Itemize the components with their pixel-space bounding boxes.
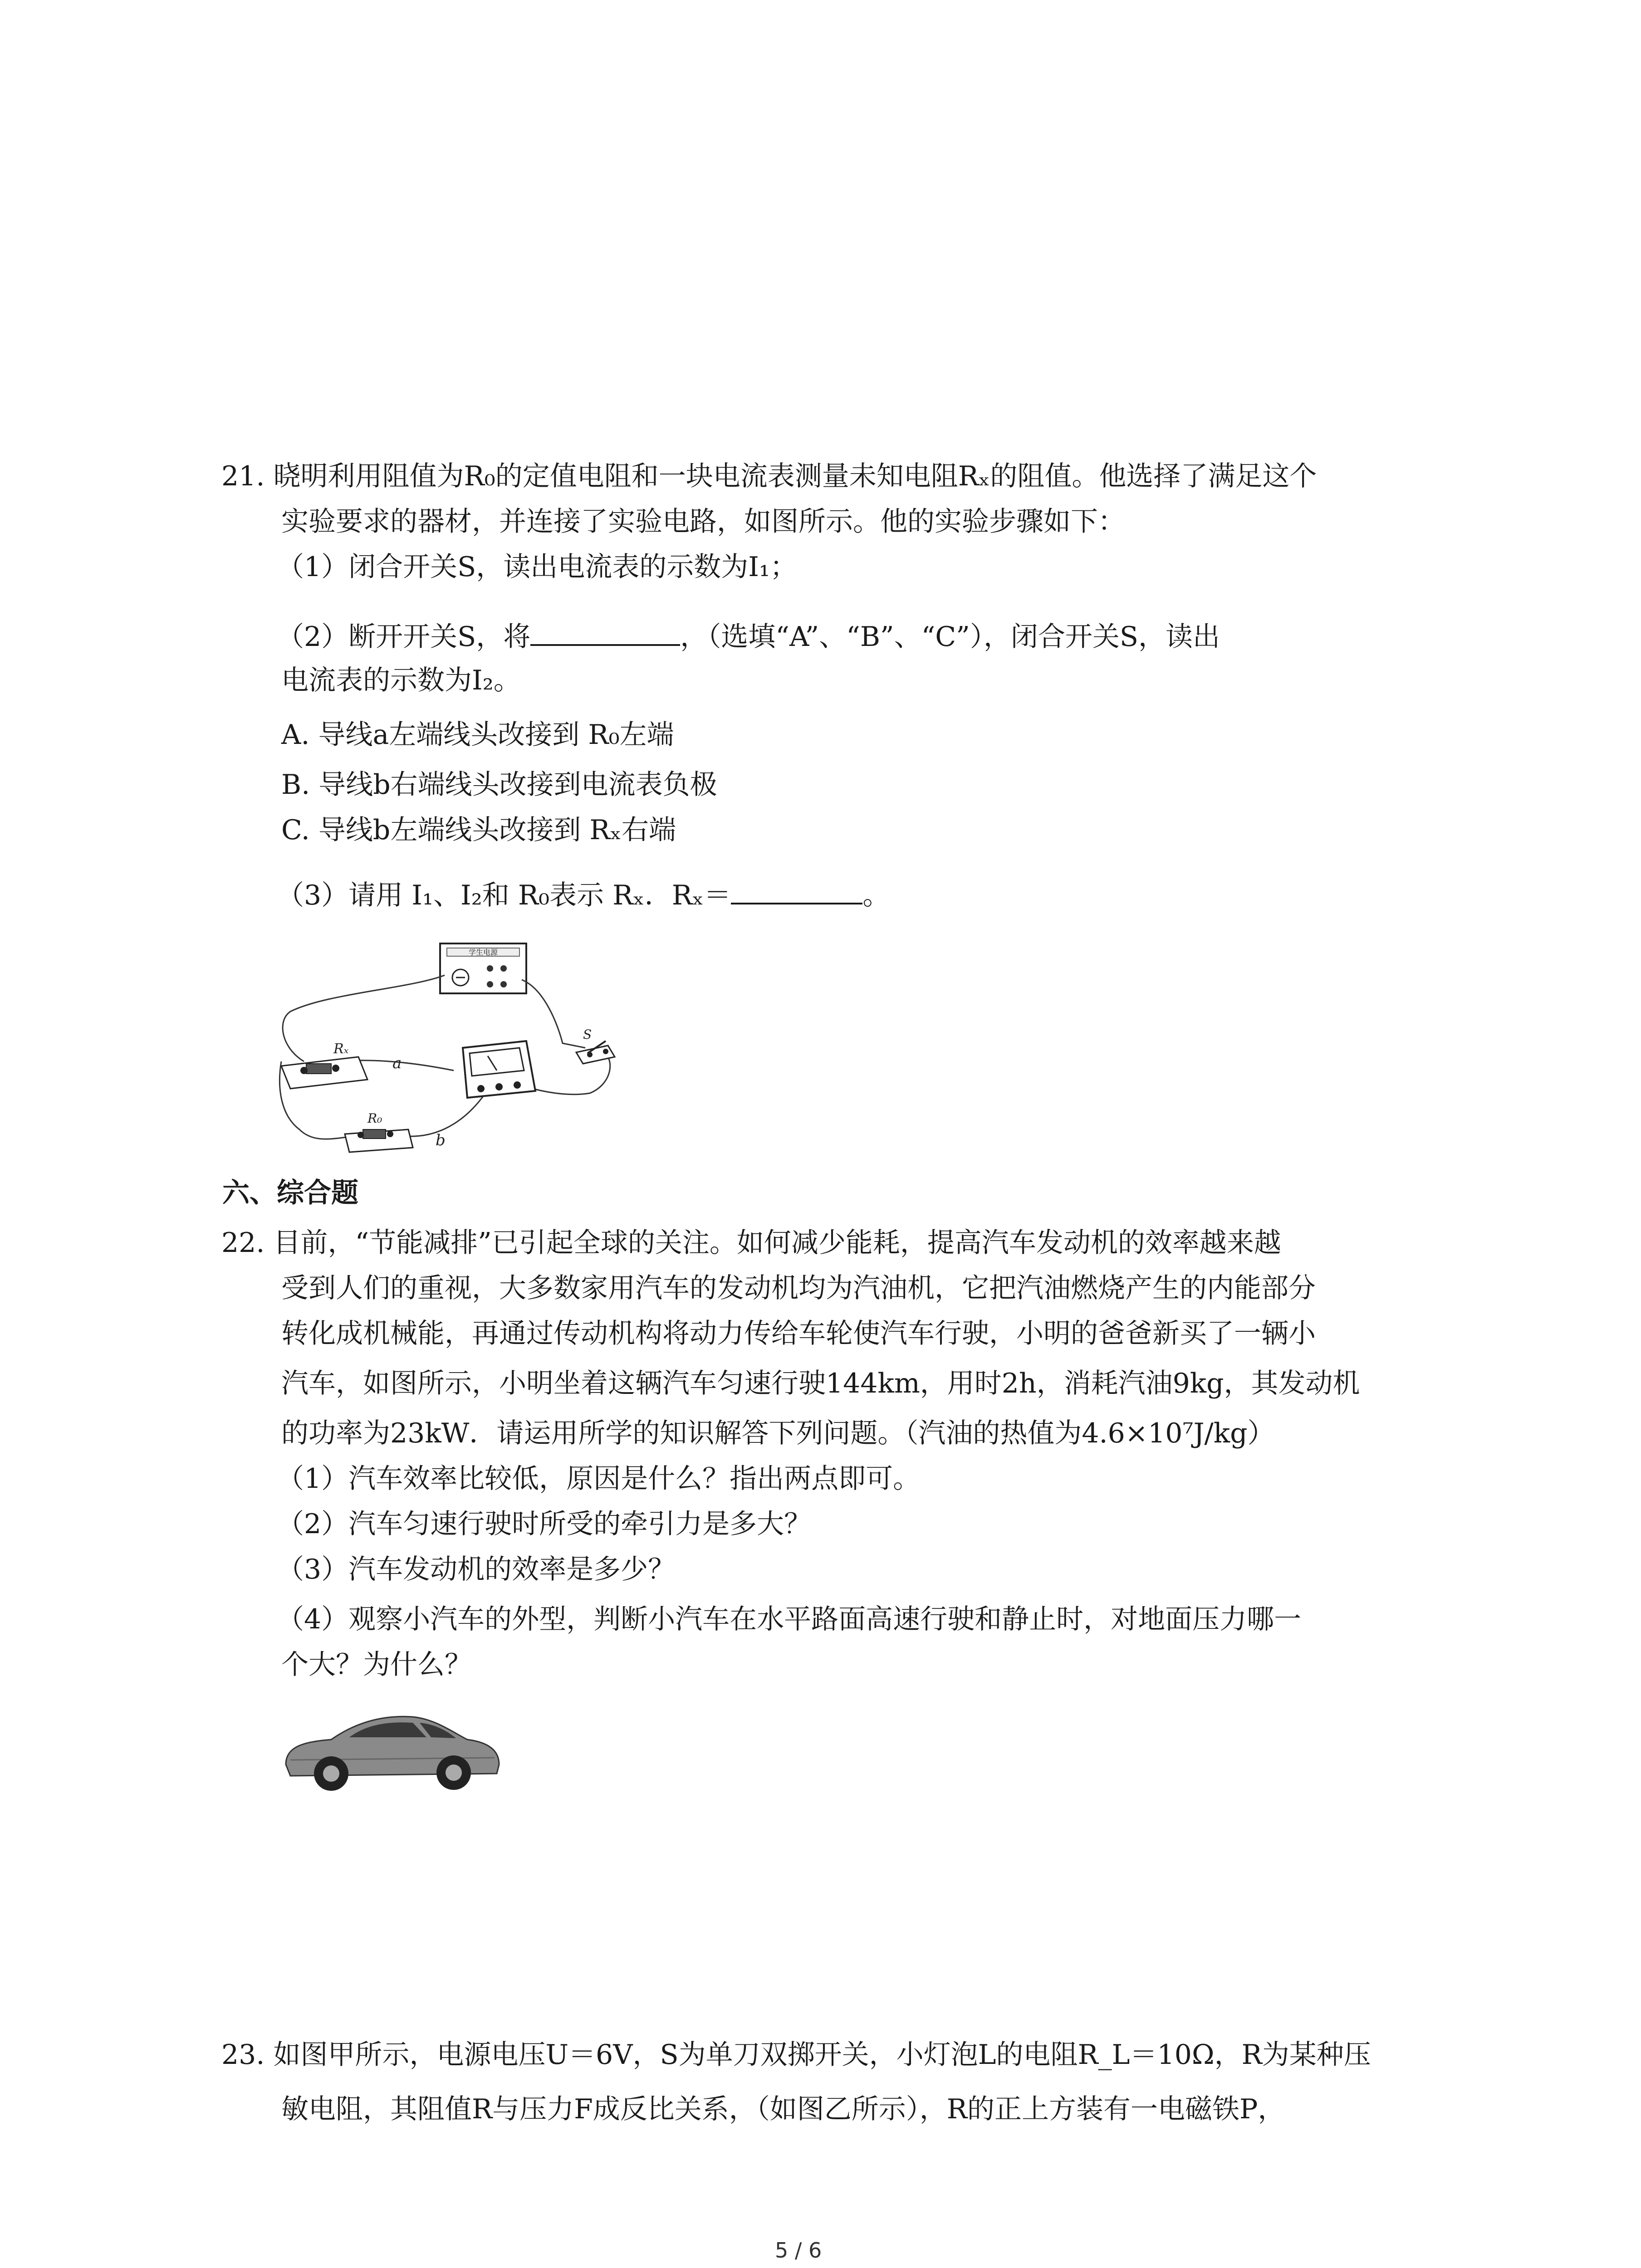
- q21-step1: （1）闭合开关S，读出电流表的示数为I₁；: [277, 551, 798, 583]
- q21-line2: 实验要求的器材，并连接了实验电路，如图所示。他的实验步骤如下：: [281, 506, 1125, 538]
- q22-sub4-line2: 个大？为什么？: [281, 1649, 472, 1681]
- rx-label: Rₓ: [333, 1041, 349, 1057]
- q22-line5: 的功率为23kW．请运用所学的知识解答下列问题。（汽油的热值为4.6×10⁷J/kg）: [281, 1418, 1275, 1449]
- wire-a-label: a: [392, 1054, 402, 1072]
- page-number: 5 / 6: [775, 2238, 822, 2263]
- q22-line3: 转化成机械能，再通过传动机构将动力传给车轮使汽车行驶，小明的爸爸新买了一辆小: [281, 1318, 1316, 1349]
- answer-blank-2[interactable]: [731, 875, 862, 904]
- q23-line1: 23. 如图甲所示，电源电压U＝6V，S为单刀双掷开关，小灯泡L的电阻R_L＝10Ω，R为某种压: [221, 2039, 1371, 2071]
- q22-sub4-line1: （4）观察小汽车的外型，判断小汽车在水平路面高速行驶和静止时，对地面压力哪一: [277, 1603, 1302, 1635]
- q21-step2-line2: 电流表的示数为I₂。: [281, 665, 521, 696]
- q22-line2: 受到人们的重视，大多数家用汽车的发动机均为汽油机，它把汽油燃烧产生的内能部分: [281, 1272, 1316, 1304]
- q22-sub1: （1）汽车效率比较低，原因是什么？指出两点即可。: [277, 1463, 921, 1495]
- switch-label: S: [583, 1027, 592, 1042]
- q21-option-a: A. 导线a左端线头改接到 R₀左端: [281, 719, 674, 751]
- q22-sub2: （2）汽车匀速行驶时所受的牵引力是多大？: [277, 1508, 812, 1540]
- q21-step2-suffix: ，（选填“A”、“B”、“C”），闭合开关S，读出: [680, 621, 1220, 653]
- q22-line4: 汽车，如图所示，小明坐着这辆汽车匀速行驶144km，用时2h，消耗汽油9kg，其发动机: [281, 1368, 1360, 1399]
- q21-step2-line1: [277, 617, 1220, 655]
- q21-line1: 21. 晓明利用阻值为R₀的定值电阻和一块电流表测量未知电阻Rₓ的阻值。他选择了满足这个: [221, 460, 1317, 492]
- resistor-rx: [281, 1041, 367, 1089]
- wire-b-label: b: [436, 1131, 446, 1149]
- q21-step3-suffix: 。: [862, 880, 890, 911]
- ammeter: [463, 1041, 535, 1098]
- q21-option-c: C. 导线b左端线头改接到 Rₓ右端: [281, 814, 676, 846]
- switch-s: [576, 1027, 615, 1064]
- circuit-figure: [272, 934, 635, 1170]
- resistor-r0: [345, 1111, 413, 1152]
- answer-blank-1[interactable]: [530, 617, 680, 646]
- q21-step2-prefix: （2）断开开关S，将: [277, 621, 531, 653]
- r0-label: R₀: [367, 1111, 382, 1126]
- supply-label: 学生电源: [468, 948, 498, 957]
- power-supply: [440, 943, 526, 993]
- q23-line2: 敏电阻，其阻值R与压力F成反比关系，（如图乙所示），R的正上方装有一电磁铁P，: [281, 2093, 1285, 2125]
- q21-option-b: B. 导线b右端线头改接到电流表负极: [281, 769, 717, 801]
- section-title: 六、综合题: [222, 1177, 358, 1209]
- q21-step3: [277, 875, 890, 914]
- q21-step3-prefix: （3）请用 I₁、I₂和 R₀表示 Rₓ．Rₓ＝: [277, 880, 731, 911]
- q22-line1: 22. 目前，“节能减排”已引起全球的关注。如何减少能耗，提高汽车发动机的效率越来越: [221, 1227, 1281, 1259]
- car-image: [277, 1696, 504, 1796]
- q22-sub3: （3）汽车发动机的效率是多少？: [277, 1554, 676, 1585]
